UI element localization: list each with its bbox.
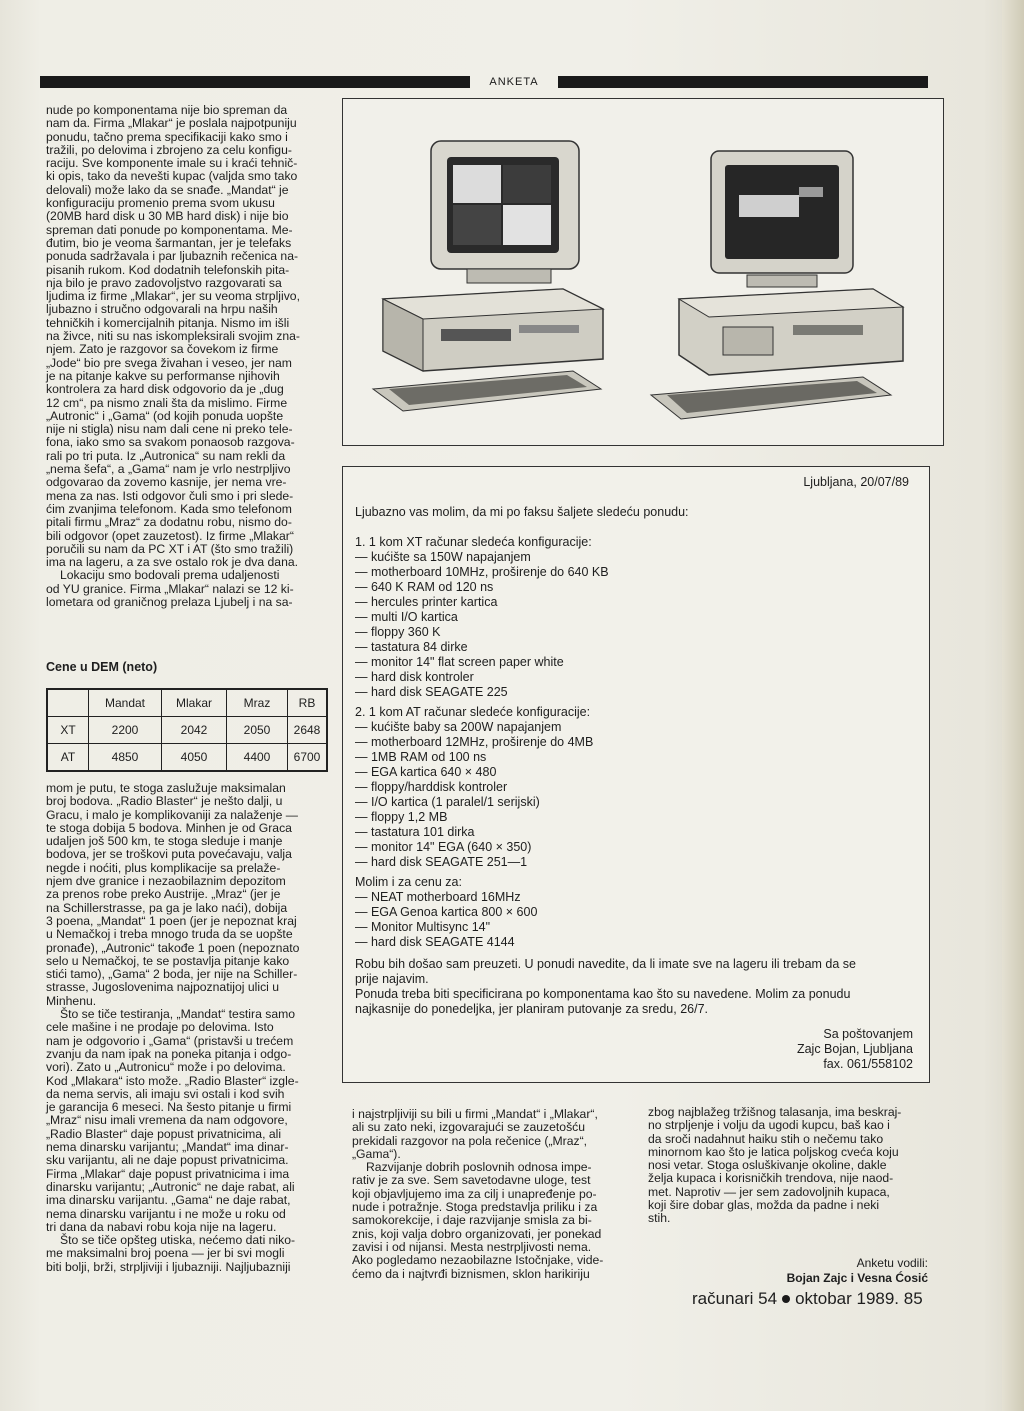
price-cell: 4850 [89,744,162,772]
price-cell: 2648 [288,717,328,744]
left-paragraph-1: nude po komponentama nije bio spreman da nam da. Firma „Mlakar“ je poslala najpotpuniju ponudu, tačno prema specifikaciji kako smo i tražili, po delovima i zbrojeno za celu konfigu- raciju. Sve komponente imale su i kraći tehnič- ki opis, tako da nevešti kupac (valjda smo tako delovali) može lako da se snađe. „Mandat“ je konfiguraciju promenio prema svom ukusu (20MB hard disk u 30 MB hard disk) i nije bio spreman dati ponude po komponentama. Me- đutim, bio je veoma šarmantan, jer je telefaks ponuda sadržavala i par ljubaznih rečenica na- pisanih rukom. Kod dodatnih telefonskih pita- nja bilo je pravo zadovoljstvo razgovarati sa ljudima iz firme „Mlakar“, jer su veoma strpljivo, ljubazno i stručno odgovarali na hrpu naših tehničkih i komercijalnih pitanja. Nismo im išli na živce, niti su nas iskompleksirali svojim zna- njem. Zato je razgovor sa čovekom iz firme „Jode“ bio pre svega živahan i veseo, jer nam je na pitanje kakve su performanse njihovih kontrolera za hard disk odgovorio da je „dug 12 cm“, pa nismo znali šta da mislimo. Firme „Autronic“ i „Gama“ (od kojih ponuda uopšte nije ni stigla) nisu nam dali cene ni preko tele- fona, iako smo sa svakom ponaosob razgova- rali po tri puta. Iz „Autronica“ su nam rekli da „nema šefa“, a „Gama“ nam je vrlo nestrpljivo odgovarao da zovemo kasnije, jer nema vre- mena za nas. Isti odgovor čuli smo i pri slede- ćim zvanjima telefonom. Kada smo telefonom pitali firmu „Mraz“ za dodatnu robu, nismo do- bili odgovor (opet zauzetost). Iz firme „Mlakar“ poručili su nam da PC XT i AT (što smo tražili) ima na lageru, a za sve ostalo rok je dva dana. [46,103,300,570]
left-column-upper [46,104,322,609]
price-cell: 2042 [162,717,227,744]
middle-paragraph-2: Razvijanje dobrih poslovnih odnosa impe- rativ je za sve. Sem savetodavne uloge, test koji objavljujemo ima za cilj i unapređenje po- nude i potražnje. Stoga predstavlja priliku i za samokorekcije, i daje razvijanje smisla za bi- znis, koji valja dobro organizovati, jer ponekad zavisi i od nijansi. Mesta nestrpljivosti nema. Ako pogledamo nezaobilazne Istočnjake, vide- ćemo da i najtvrđi biznismen, sklon harikiriju [352,1160,604,1281]
price-header-cell: Mlakar [162,689,227,717]
fax-closing-1: Robu bih došao sam preuzeti. U ponudi navedite, da li imate sve na lageru ili trebam da se prije najavim. [355,957,856,986]
middle-column [352,1108,628,1281]
fax-closing-2: Ponuda treba biti specificirana po komponentama kao što su navedene. Molim za ponudu najkasnije do ponedeljka, jer planiram putovanje za sredu, 26/7. [355,987,851,1016]
fax-price-title: Molim i za cenu za: [355,875,462,889]
table-row [47,744,327,772]
left-lower-paragraph-1: mom je putu, te stoga zaslužuje maksimalan broj bodova. „Radio Blaster“ je nešto dalji, u Gracu, i malo je komplikovaniji za nalaženje — te stoga dobija 5 bodova. Minhen je od Graca udaljen još 500 km, te stoga sleduje i manje bodova, jer se troškovi puta povećavaju, valja negde i noćiti, plus komplikacije sa prelaže- njem dve granice i nezaobilaznim depozitom za prenos robe preko Austrije. „Mraz“ (jer je na Schillerstrasse, pa ga je lako naći), dobija 3 poena, „Mandat“ 1 poen (jer je nepoznat kraj u Nemačkoj i treba mnogo truda da se uopšte pronađe), „Autronic“ takođe 1 poen (nepoznato selo u Nemačkoj, te se postavlja pitanje kako stići tamo), „Gama“ 2 boda, jer nije na Schiller- strasse, Jugoslovenima najpoznatijoj ulici u Minhenu. [46,781,300,1008]
price-cell: AT [47,744,89,772]
price-cell: 6700 [288,744,328,772]
section-label: ANKETA [470,75,558,89]
computers-photo [342,98,944,446]
price-header-cell [47,689,89,717]
footer-magazine: računari 54 [692,1289,778,1308]
page-number: 85 [903,1289,923,1308]
fax-intro: Ljubazno vas molim, da mi po faksu šaljete sledeću ponudu: [355,505,689,519]
bullet-icon [782,1295,790,1303]
price-table-header-row [47,689,327,717]
fax-item2-title: 2. 1 kom AT računar sledeće konfiguracije: [355,705,591,719]
table-row [47,717,327,744]
left-paragraph-2: Lokaciju smo bodovali prema udaljenosti od YU granice. Firma „Mlakar“ nalazi se 12 ki- lometara od graničnog prelaza Ljubelj i na sa- [46,568,294,609]
fax-letter [342,466,930,1083]
left-column-lower [46,782,322,1274]
fax-item1-list: — kućište sa 150W napajanjem — motherboard 10MHz, proširenje do 640 KB — 640 K RAM od 120 ns — hercules printer kartica — multi I/O kartica — floppy 360 K — tastatura 84 dirke — monitor 14" flat screen paper white — hard disk kontroler — hard disk SEAGATE 225 [355,550,609,699]
left-lower-paragraph-3: Što se tiče opšteg utiska, nećemo dati niko- me maksimalni broj poena — jer bi svi mogli biti bolji, brži, strpljiviji i ljubazniji. Najljubazniji [46,1233,296,1274]
fax-signature: Sa poštovanjem Zajc Bojan, Ljubljana fax. 061/558102 [796,1027,913,1071]
price-cell: 4050 [162,744,227,772]
fax-date: Ljubljana, 20/07/89 [803,475,909,489]
credit-names: Bojan Zajc i Vesna Ćosić [786,1271,928,1285]
right-column [648,1106,926,1226]
right-paragraph-1: zbog najblažeg tržišnog talasanja, ima beskraj- no strpljenje i volju da ugodi kupcu, baš kao i da sroči nadahnut haiku stih o nečemu tako minornom kao što je latica poljskog cveća koju nosi vetar. Stoga osluškivanje okoline, dakle želja kupaca i korisničkih trendova, nije naod- met. Naprotiv — jer sem zadovoljnih kupaca, koji šire dobar glas, možda da padne i neki stih. [648,1105,902,1226]
price-cell: 2050 [227,717,288,744]
price-header-cell: RB [288,689,328,717]
middle-paragraph-1: i najstrpljiviji su bili u firmi „Mandat“ i „Mlakar“, ali su zato neki, izgovarajući se zauzetošću prekidali razgovor na pola rečenice („Mraz“, „Gama“). [352,1107,598,1161]
price-cell: XT [47,717,89,744]
price-cell: 4400 [227,744,288,772]
fax-item1-title: 1. 1 kom XT računar sledeća konfiguracije: [355,535,592,549]
left-lower-paragraph-2: Što se tiče testiranja, „Mandat“ testira samo cele mašine i ne prodaje po delovima. Isto nam je odgovorio i „Gama“ (pristavši u trećem zvanju da nam ipak na poneka pitanja i odgo- vori). Zato u „Autronicu“ može i po delovima. Kod „Mlakara“ isto može. „Radio Blaster“ izgle- da nema servis, ali imaju svi ostali i kod svih je garancija 6 meseci. Na šesto pitanje u firmi „Mraz“ nisu imali vremena da nam odgovore, „Radio Blaster“ daje popust privatnicima, ali nema dinarsku varijantu; „Mandat“ ima dinar- sku varijantu, ali ne daje popust privatnicima. Firma „Mlakar“ daje popust privatnicima i ima dinarsku varijantu; „Autronic“ ne daje rabat, ali ima dinarsku varijantu. „Gama“ ne daje rabat, nema dinarsku varijantu i ne može u roku od tri dana da nabavi robu koja nije na lageru. [46,1007,299,1234]
credit-label: Anketu vodili: [856,1256,928,1270]
page-footer [692,1289,923,1309]
computers-illustration [343,99,943,445]
page-edge [1002,0,1024,1411]
fax-item2-list: — kućište baby sa 200W napajanjem — motherboard 12MHz, proširenje do 4MB — 1MB RAM od 100 ns — EGA kartica 640 × 480 — floppy/harddisk kontroler — I/O kartica (1 paralel/1 serijski) — floppy 1,2 MB — tastatura 101 dirka — monitor 14" EGA (640 × 350) — hard disk SEAGATE 251—1 [355,720,594,869]
price-table [46,688,328,772]
footer-date: oktobar 1989. [795,1289,900,1308]
price-header-cell: Mandat [89,689,162,717]
price-cell: 2200 [89,717,162,744]
price-table-title: Cene u DEM (neto) [46,660,158,674]
section-header-bar [40,76,928,88]
fax-price-list: — NEAT motherboard 16MHz — EGA Genoa kartica 800 × 600 — Monitor Multisync 14" — hard disk SEAGATE 4144 [355,890,538,949]
price-header-cell: Mraz [227,689,288,717]
